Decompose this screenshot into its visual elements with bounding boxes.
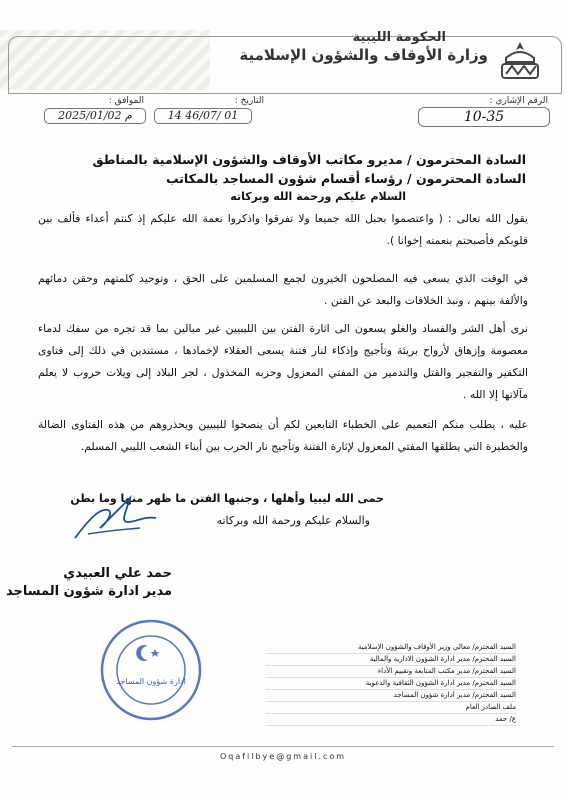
paragraph-request: عليه ، يطلب منكم التعميم على الخطباء التابعين لكم أن ينصحوا لليبيين ويحذروهم من هذه الفتاوى الضالة والخطيرة التي يطلقها المفتي المعزول لإثارة الفتنة وتأجيج نار الحرب بين أبناء الشعب الليبي المسلم.: [38, 418, 528, 453]
cc-item: السيد المحترم/ معالي وزير الأوقاف والشؤون الإسلامية: [266, 642, 516, 654]
cc-item: ع/ حمد: [266, 714, 516, 726]
paragraph-sedition: نرى أهل الشر والفساد والغلو يسعون الى اثارة الفتن بين الليبيين غير مبالين بما قد تجره من سفك لدماء معصومة وإزهاق لأرواح بريئة وتأجيج وإذكاء لنار فتنة يسعى العقلاء لإخمادها ، مستندين في ذلك إلى فتاوى التكفير والتفجير والقتل والتدمير من المفتي المعزول وحزبه المخذول ، لجر البلاد إلى ويلات حروب لا يعلم مآلاتها إلا الله .: [38, 322, 528, 401]
paragraph-reformers: في الوقت الذي يسعى فيه المصلحون الخيرون لجمع المسلمين على الحق ، وتوحيد كلمتهم وحقن دمائهم والألفة بينهم ، ونبذ الخلافات والبعد عن الفتن .: [38, 272, 528, 307]
ref-number: 10-35: [418, 107, 550, 127]
cc-item: السيد المحترم/ مدير ادارة شؤون المساجد: [266, 690, 516, 702]
footer-divider: [12, 746, 554, 747]
signer-name: حمد علي العبيدي: [63, 566, 172, 581]
closing-prayer: حمى الله ليبيا وأهلها ، وجنبها الفتن ما ظهر منها وما بطن: [70, 492, 384, 505]
ref-label: الرقم الإشاري :: [489, 96, 548, 106]
footer-email: Oqafilbye@gmail.com: [219, 752, 347, 761]
cc-item: ملف الصادر العام: [266, 702, 516, 714]
cc-item: السيد المحترم/ مدير مكتب المتابعة وتقييم الأداء: [266, 666, 516, 678]
ministry-name: وزارة الأوقاف والشؤون الإسلامية: [239, 46, 488, 64]
reference-row: [14, 96, 554, 136]
date-label: التاريخ :: [234, 96, 264, 106]
greeting: السلام عليكم ورحمة الله وبركاته: [230, 190, 406, 203]
official-stamp: [98, 618, 204, 722]
handwritten-signature: [70, 488, 160, 548]
closing-greeting: والسلام عليكم ورحمة الله وبركاته: [216, 514, 370, 527]
header-frame: [8, 36, 562, 94]
signer-title: مدير ادارة شؤون المساجد: [6, 584, 172, 599]
government-name: الحكومة الليبية: [352, 30, 446, 45]
corresponding-date-value: 2025/01/02 م: [44, 108, 146, 124]
cc-item: السيد المحترم/ مدير ادارة الشؤون الادارية والمالية: [266, 654, 516, 666]
addressee-line-2: السادة المحترمون / رؤساء أقسام شؤون المساجد بالمكاتب: [165, 171, 526, 186]
letterhead: [0, 0, 566, 95]
copy-recipients: [266, 642, 516, 726]
paragraph-quran: يقول الله تعالى : ( واعتصموا بحبل الله جميعا ولا تفرقوا واذكروا نعمة الله عليكم إذ كنتم أعداء فألف بين قلوبكم فأصبحتم بنعمته إخوانا ).: [38, 212, 528, 247]
stamp-text: ادارة شؤون المساجد: [116, 677, 186, 686]
cc-item: السيد المحترم/ مدير ادارة الشؤون الثقافية والدعوية: [266, 678, 516, 690]
addressee-line-1: السادة المحترمون / مديرو مكاتب الأوقاف والشؤون الإسلامية بالمناطق: [92, 152, 526, 167]
date-value: 14 46/07/ 01: [154, 108, 252, 124]
ministry-logo-icon: [496, 38, 544, 86]
corresponding-date-label: الموافق :: [108, 96, 144, 106]
